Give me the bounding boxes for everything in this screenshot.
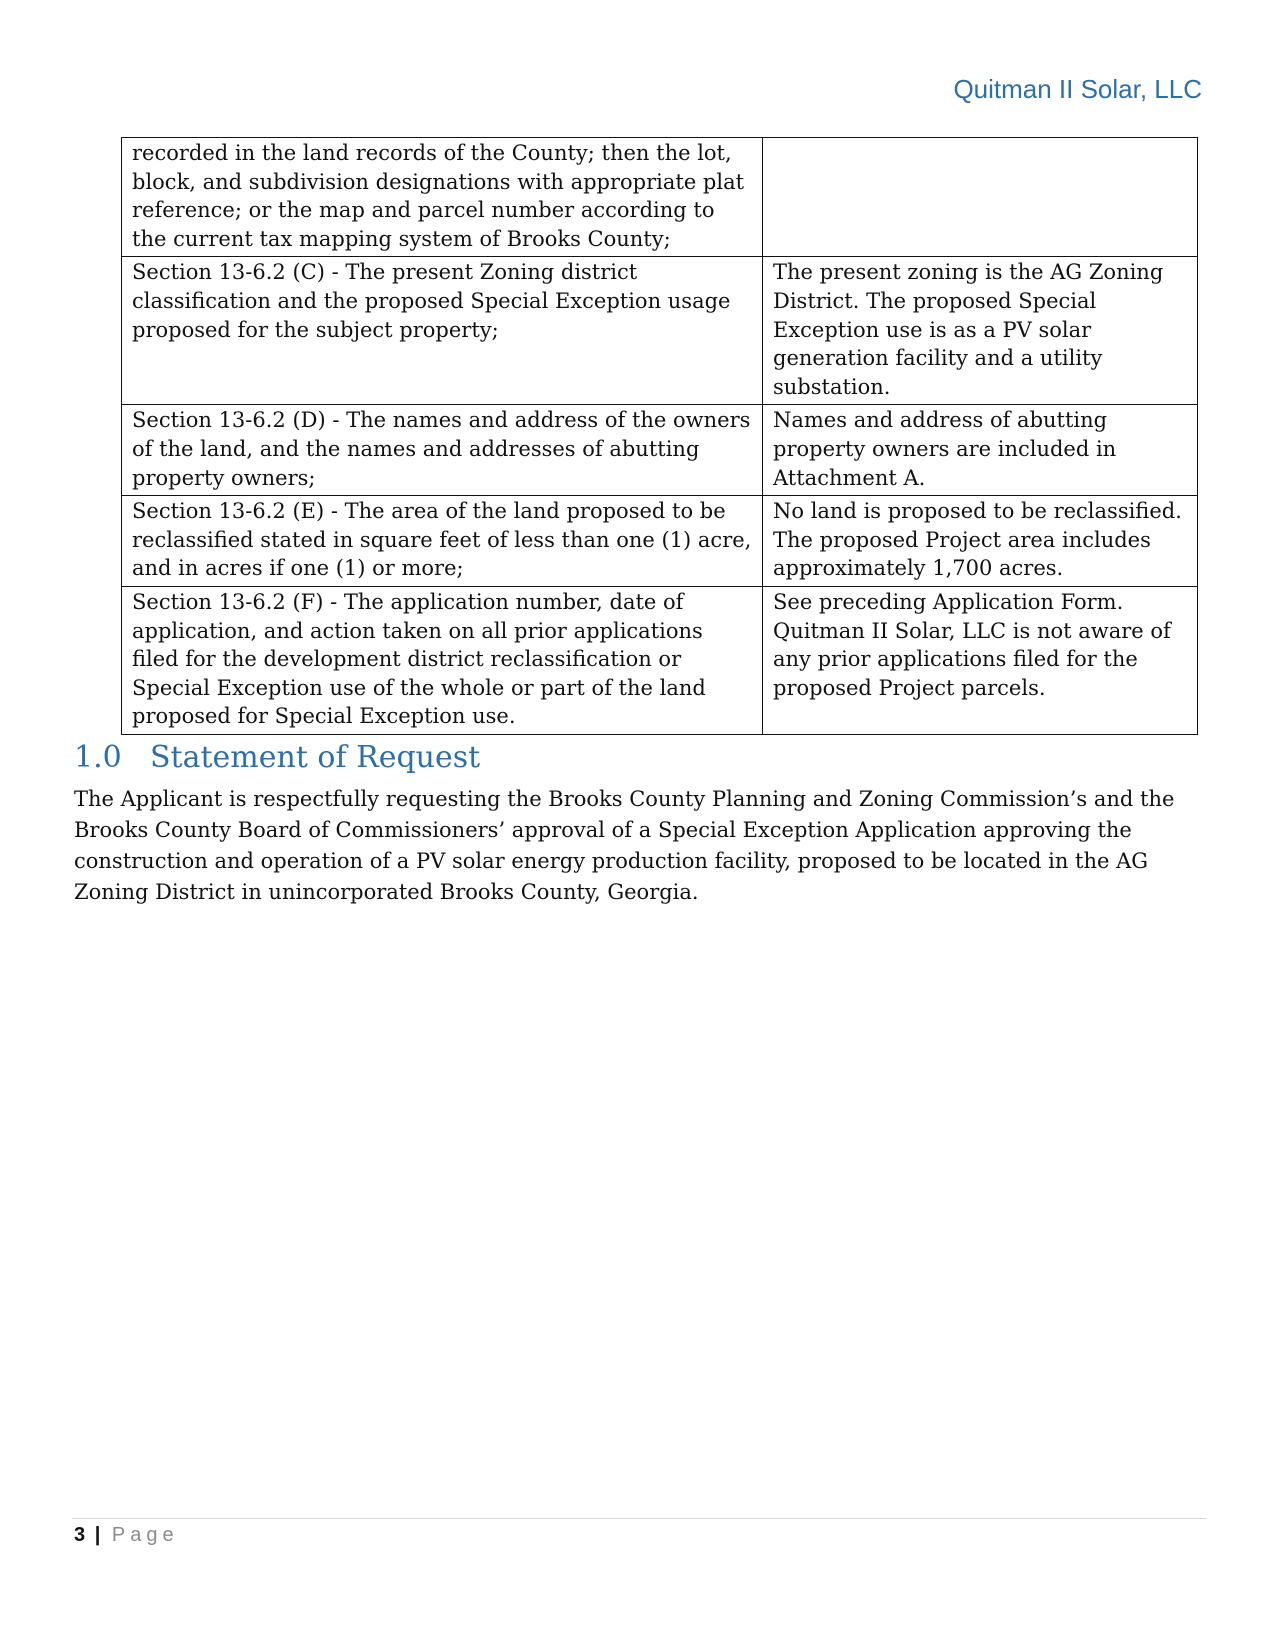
footer-divider [72,1518,1206,1519]
response-cell: No land is proposed to be reclassified. The proposed Project area includes approximately 1,700 acres. [763,496,1198,587]
response-cell: The present zoning is the AG Zoning District. The proposed Special Exception use is as a PV solar generation facility and a utility substation. [763,257,1198,405]
requirement-cell: recorded in the land records of the County; then the lot, block, and subdivision designations with appropriate plat reference; or the map and parcel number according to the current tax mapping system of Brooks County; [122,138,763,257]
statement-paragraph: The Applicant is respectfully requesting the Brooks County Planning and Zoning Commission’s and the Brooks County Board of Commissioners’ approval of a Special Exception Application approving the construction and operation of a PV solar energy production facility, proposed to be located in the AG Zoning District in unincorporated Brooks County, Georgia. [74,787,1175,904]
table-row [122,257,1198,405]
table-row [122,405,1198,496]
table-row [122,138,1198,257]
page-separator: | [94,1524,101,1546]
response-cell: See preceding Application Form. Quitman II Solar, LLC is not aware of any prior applications filed for the proposed Project parcels. [763,586,1198,734]
requirement-cell: Section 13-6.2 (E) - The area of the land proposed to be reclassified stated in square feet of less than one (1) acre, and in acres if one (1) or more; [122,496,763,587]
response-cell [763,138,1198,257]
header-company-name: Quitman II Solar, LLC [953,74,1202,104]
requirement-cell: Section 13-6.2 (C) - The present Zoning district classification and the proposed Special Exception usage proposed for the subject property; [122,257,763,405]
section-heading [74,740,480,775]
section-number: 1.0 [74,740,122,775]
requirements-table [121,137,1198,735]
table-row [122,586,1198,734]
page-footer [74,1524,179,1547]
requirement-cell: Section 13-6.2 (F) - The application number, date of application, and action taken on all prior applications filed for the development district reclassification or Special Exception use of the whole or part of the land proposed for Special Exception use. [122,586,763,734]
table-row [122,496,1198,587]
response-cell: Names and address of abutting property owners are included in Attachment A. [763,405,1198,496]
page-number: 3 [74,1524,86,1546]
page-label: Page [111,1524,179,1546]
requirement-cell: Section 13-6.2 (D) - The names and address of the owners of the land, and the names and addresses of abutting property owners; [122,405,763,496]
section-title: Statement of Request [150,740,481,775]
